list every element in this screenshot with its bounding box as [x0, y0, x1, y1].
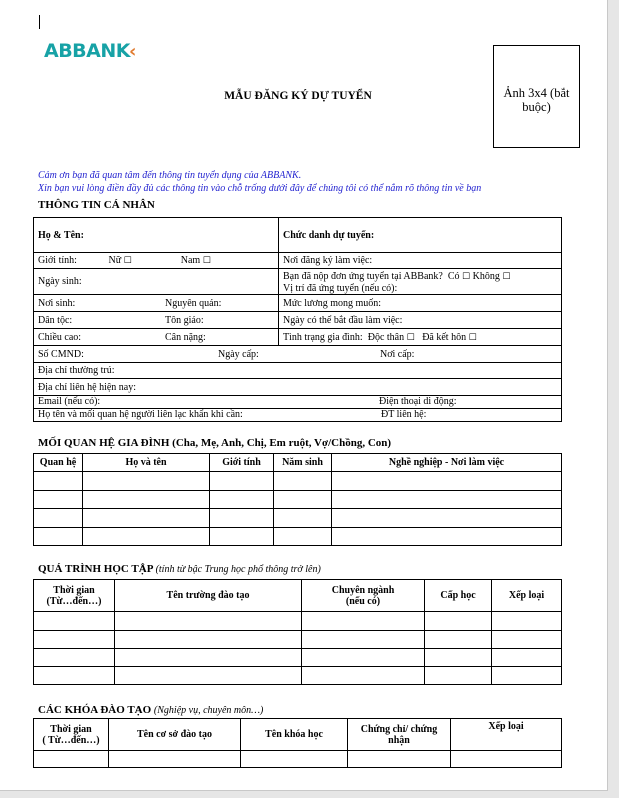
single-checkbox[interactable]: ☐ [406, 332, 415, 343]
birthplace-label: Nơi sinh: [38, 297, 76, 309]
table-cell[interactable] [451, 751, 562, 768]
applied-before-label: Bạn đã nộp đơn ứng tuyển tại ABBank? [283, 270, 443, 282]
issue-date-label: Ngày cấp: [218, 348, 259, 360]
family-title-text: MỐI QUAN HỆ GIA ĐÌNH [38, 437, 170, 449]
family-col-gender: Giới tính [210, 454, 274, 472]
hometown-label: Nguyên quán: [165, 297, 222, 309]
applied-before-field [279, 269, 562, 295]
permanent-address-label: Địa chỉ thường trú: [38, 365, 115, 376]
table-cell[interactable] [34, 667, 115, 685]
table-row [34, 667, 562, 685]
education-section-title [38, 563, 321, 575]
id-number-row[interactable] [34, 346, 562, 363]
married-label: Đã kết hôn [422, 331, 467, 343]
table-cell[interactable] [425, 631, 492, 649]
table-cell[interactable] [34, 509, 83, 528]
full-name-label: Họ & Tên: [38, 229, 84, 241]
courses-table [33, 718, 562, 768]
table-cell[interactable] [274, 472, 332, 491]
issue-place-label: Nơi cấp: [380, 348, 415, 360]
position-applied-field[interactable] [279, 218, 562, 253]
text-cursor [39, 15, 40, 29]
table-cell[interactable] [332, 509, 562, 528]
courses-section-title [38, 704, 263, 716]
table-cell[interactable] [115, 612, 302, 631]
table-cell[interactable] [332, 528, 562, 546]
marital-status-label: Tình trạng gia đình: [283, 331, 363, 343]
table-row [34, 509, 562, 528]
table-cell[interactable] [34, 751, 109, 768]
ethnicity-label: Dân tộc: [38, 314, 73, 326]
table-cell[interactable] [83, 491, 210, 509]
edu-col-school: Tên trường đào tạo [115, 580, 302, 612]
gender-label: Giới tính: [38, 255, 77, 266]
table-row [34, 631, 562, 649]
edu-col-level: Cấp học [425, 580, 492, 612]
logo-chevron-icon: ‹ [129, 41, 136, 62]
weight-label: Cân nặng: [165, 331, 206, 343]
table-cell[interactable] [34, 612, 115, 631]
start-date-label: Ngày có thể bắt đầu làm việc: [283, 314, 403, 326]
emergency-contact-row[interactable] [34, 409, 562, 422]
courses-title-note: (Nghiệp vụ, chuyên môn…) [153, 705, 264, 716]
email-label: Email (nếu có): [38, 396, 101, 407]
personal-section-title: THÔNG TIN CÁ NHÂN [38, 199, 155, 211]
family-col-birth-year: Năm sinh [274, 454, 332, 472]
table-cell[interactable] [34, 491, 83, 509]
table-cell[interactable] [425, 649, 492, 667]
family-section-title [38, 437, 391, 449]
logo-text: ABBANK [44, 40, 130, 62]
female-checkbox[interactable]: ☐ [123, 256, 132, 266]
no-checkbox[interactable]: ☐ [502, 271, 511, 282]
full-name-field[interactable] [34, 218, 279, 253]
current-address-field[interactable] [34, 379, 562, 396]
table-cell[interactable] [210, 472, 274, 491]
family-title-note: (Cha, Mẹ, Anh, Chị, Em ruột, Vợ/Chồng, Con) [172, 437, 392, 449]
table-cell[interactable] [210, 509, 274, 528]
table-row [34, 612, 562, 631]
emergency-contact-label: Họ tên và mối quan hệ người liên lạc khẩn khi cần: [38, 409, 243, 420]
table-cell[interactable] [241, 751, 348, 768]
birthplace-hometown-row[interactable] [34, 295, 279, 312]
start-date-field[interactable] [279, 312, 562, 329]
course-col-period: Thời gian ( Từ…đến…) [34, 719, 109, 751]
family-col-occupation: Nghề nghiệp - Nơi làm việc [332, 454, 562, 472]
family-col-relationship: Quan hệ [34, 454, 83, 472]
work-location-label: Nơi đăng ký làm việc: [283, 255, 373, 266]
course-col-course-name: Tên khóa học [241, 719, 348, 751]
emergency-phone-label: ĐT liên hệ: [381, 409, 427, 420]
religion-label: Tôn giáo: [165, 314, 204, 326]
table-cell[interactable] [492, 631, 562, 649]
height-label: Chiều cao: [38, 331, 82, 343]
intro-instructions: Xin bạn vui lòng điền đầy đủ các thông tin vào chỗ trống dưới đây để chúng tôi có thể nắm rõ thông tin về bạn [38, 183, 482, 194]
table-cell[interactable] [425, 612, 492, 631]
ethnicity-religion-row[interactable] [34, 312, 279, 329]
table-row [34, 528, 562, 546]
table-cell[interactable] [34, 631, 115, 649]
table-cell[interactable] [34, 472, 83, 491]
table-cell[interactable] [274, 528, 332, 546]
dob-label: Ngày sinh: [38, 276, 82, 287]
table-cell[interactable] [274, 509, 332, 528]
courses-title-text: CÁC KHÓA ĐÀO TẠO [38, 704, 152, 716]
table-cell[interactable] [115, 631, 302, 649]
table-cell[interactable] [34, 528, 83, 546]
table-row [34, 491, 562, 509]
male-checkbox[interactable]: ☐ [202, 256, 211, 266]
height-weight-row[interactable] [34, 329, 279, 346]
email-mobile-row[interactable] [34, 396, 562, 409]
course-col-certificate: Chứng chỉ/ chứng nhận [348, 719, 451, 751]
no-label: Không [472, 270, 500, 282]
table-row [34, 472, 562, 491]
id-number-label: Số CMND: [38, 348, 84, 360]
table-cell[interactable] [83, 472, 210, 491]
table-cell[interactable] [492, 612, 562, 631]
table-row [34, 751, 562, 768]
position-applied-label: Chức danh dự tuyển: [283, 229, 375, 241]
work-location-field[interactable] [279, 253, 562, 269]
table-row [34, 649, 562, 667]
table-cell[interactable] [302, 631, 425, 649]
yes-label: Có [447, 270, 460, 282]
table-cell[interactable] [348, 751, 451, 768]
education-table [33, 579, 562, 685]
table-cell[interactable] [425, 667, 492, 685]
course-col-grade: Xếp loại [451, 719, 562, 751]
education-title-note: (tính từ bậc Trung học phổ thông trở lên) [155, 564, 321, 575]
table-cell[interactable] [302, 667, 425, 685]
table-cell[interactable] [109, 751, 241, 768]
marital-status-field [279, 329, 562, 346]
table-cell[interactable] [302, 649, 425, 667]
table-cell[interactable] [115, 649, 302, 667]
photo-placeholder-box[interactable] [493, 45, 580, 148]
table-cell[interactable] [210, 491, 274, 509]
current-address-label: Địa chỉ liên hệ hiện nay: [38, 381, 137, 393]
expected-salary-label: Mức lương mong muốn: [283, 297, 382, 309]
table-cell[interactable] [302, 612, 425, 631]
permanent-address-field[interactable] [34, 363, 562, 379]
table-cell[interactable] [492, 667, 562, 685]
table-cell[interactable] [83, 509, 210, 528]
applied-position-label[interactable]: Vị trí đã ứng tuyển (nếu có): [283, 282, 398, 294]
table-cell[interactable] [34, 649, 115, 667]
table-cell[interactable] [332, 491, 562, 509]
abbank-logo [44, 41, 136, 61]
gender-field [34, 253, 279, 269]
expected-salary-field[interactable] [279, 295, 562, 312]
table-cell[interactable] [83, 528, 210, 546]
dob-field[interactable] [34, 269, 279, 295]
yes-checkbox[interactable]: ☐ [462, 271, 471, 282]
photo-label-line2: buộc) [522, 100, 551, 114]
single-label: Độc thân [367, 331, 405, 343]
table-cell[interactable] [274, 491, 332, 509]
photo-label-line1: Ảnh 3x4 (bắt [503, 86, 570, 100]
table-cell[interactable] [210, 528, 274, 546]
table-cell[interactable] [115, 667, 302, 685]
personal-info-table [33, 217, 562, 422]
intro-thanks: Cảm ơn bạn đã quan tâm đến thông tin tuyển dụng của ABBANK. [38, 170, 302, 181]
course-col-institution: Tên cơ sở đào tạo [109, 719, 241, 751]
table-cell[interactable] [492, 649, 562, 667]
family-col-name: Họ và tên [83, 454, 210, 472]
education-title-text: QUÁ TRÌNH HỌC TẬP [38, 563, 153, 575]
female-label: Nữ [108, 255, 122, 266]
form-title: MẪU ĐĂNG KÝ DỰ TUYỂN [224, 90, 372, 102]
male-label: Nam [180, 255, 201, 266]
edu-col-period: Thời gian (Từ…đến…) [34, 580, 115, 612]
family-table [33, 453, 562, 546]
table-cell[interactable] [332, 472, 562, 491]
married-checkbox[interactable]: ☐ [468, 332, 477, 343]
edu-col-grade: Xếp loại [492, 580, 562, 612]
mobile-label: Điện thoại di động: [379, 396, 457, 407]
edu-col-major: Chuyên ngành (nếu có) [302, 580, 425, 612]
